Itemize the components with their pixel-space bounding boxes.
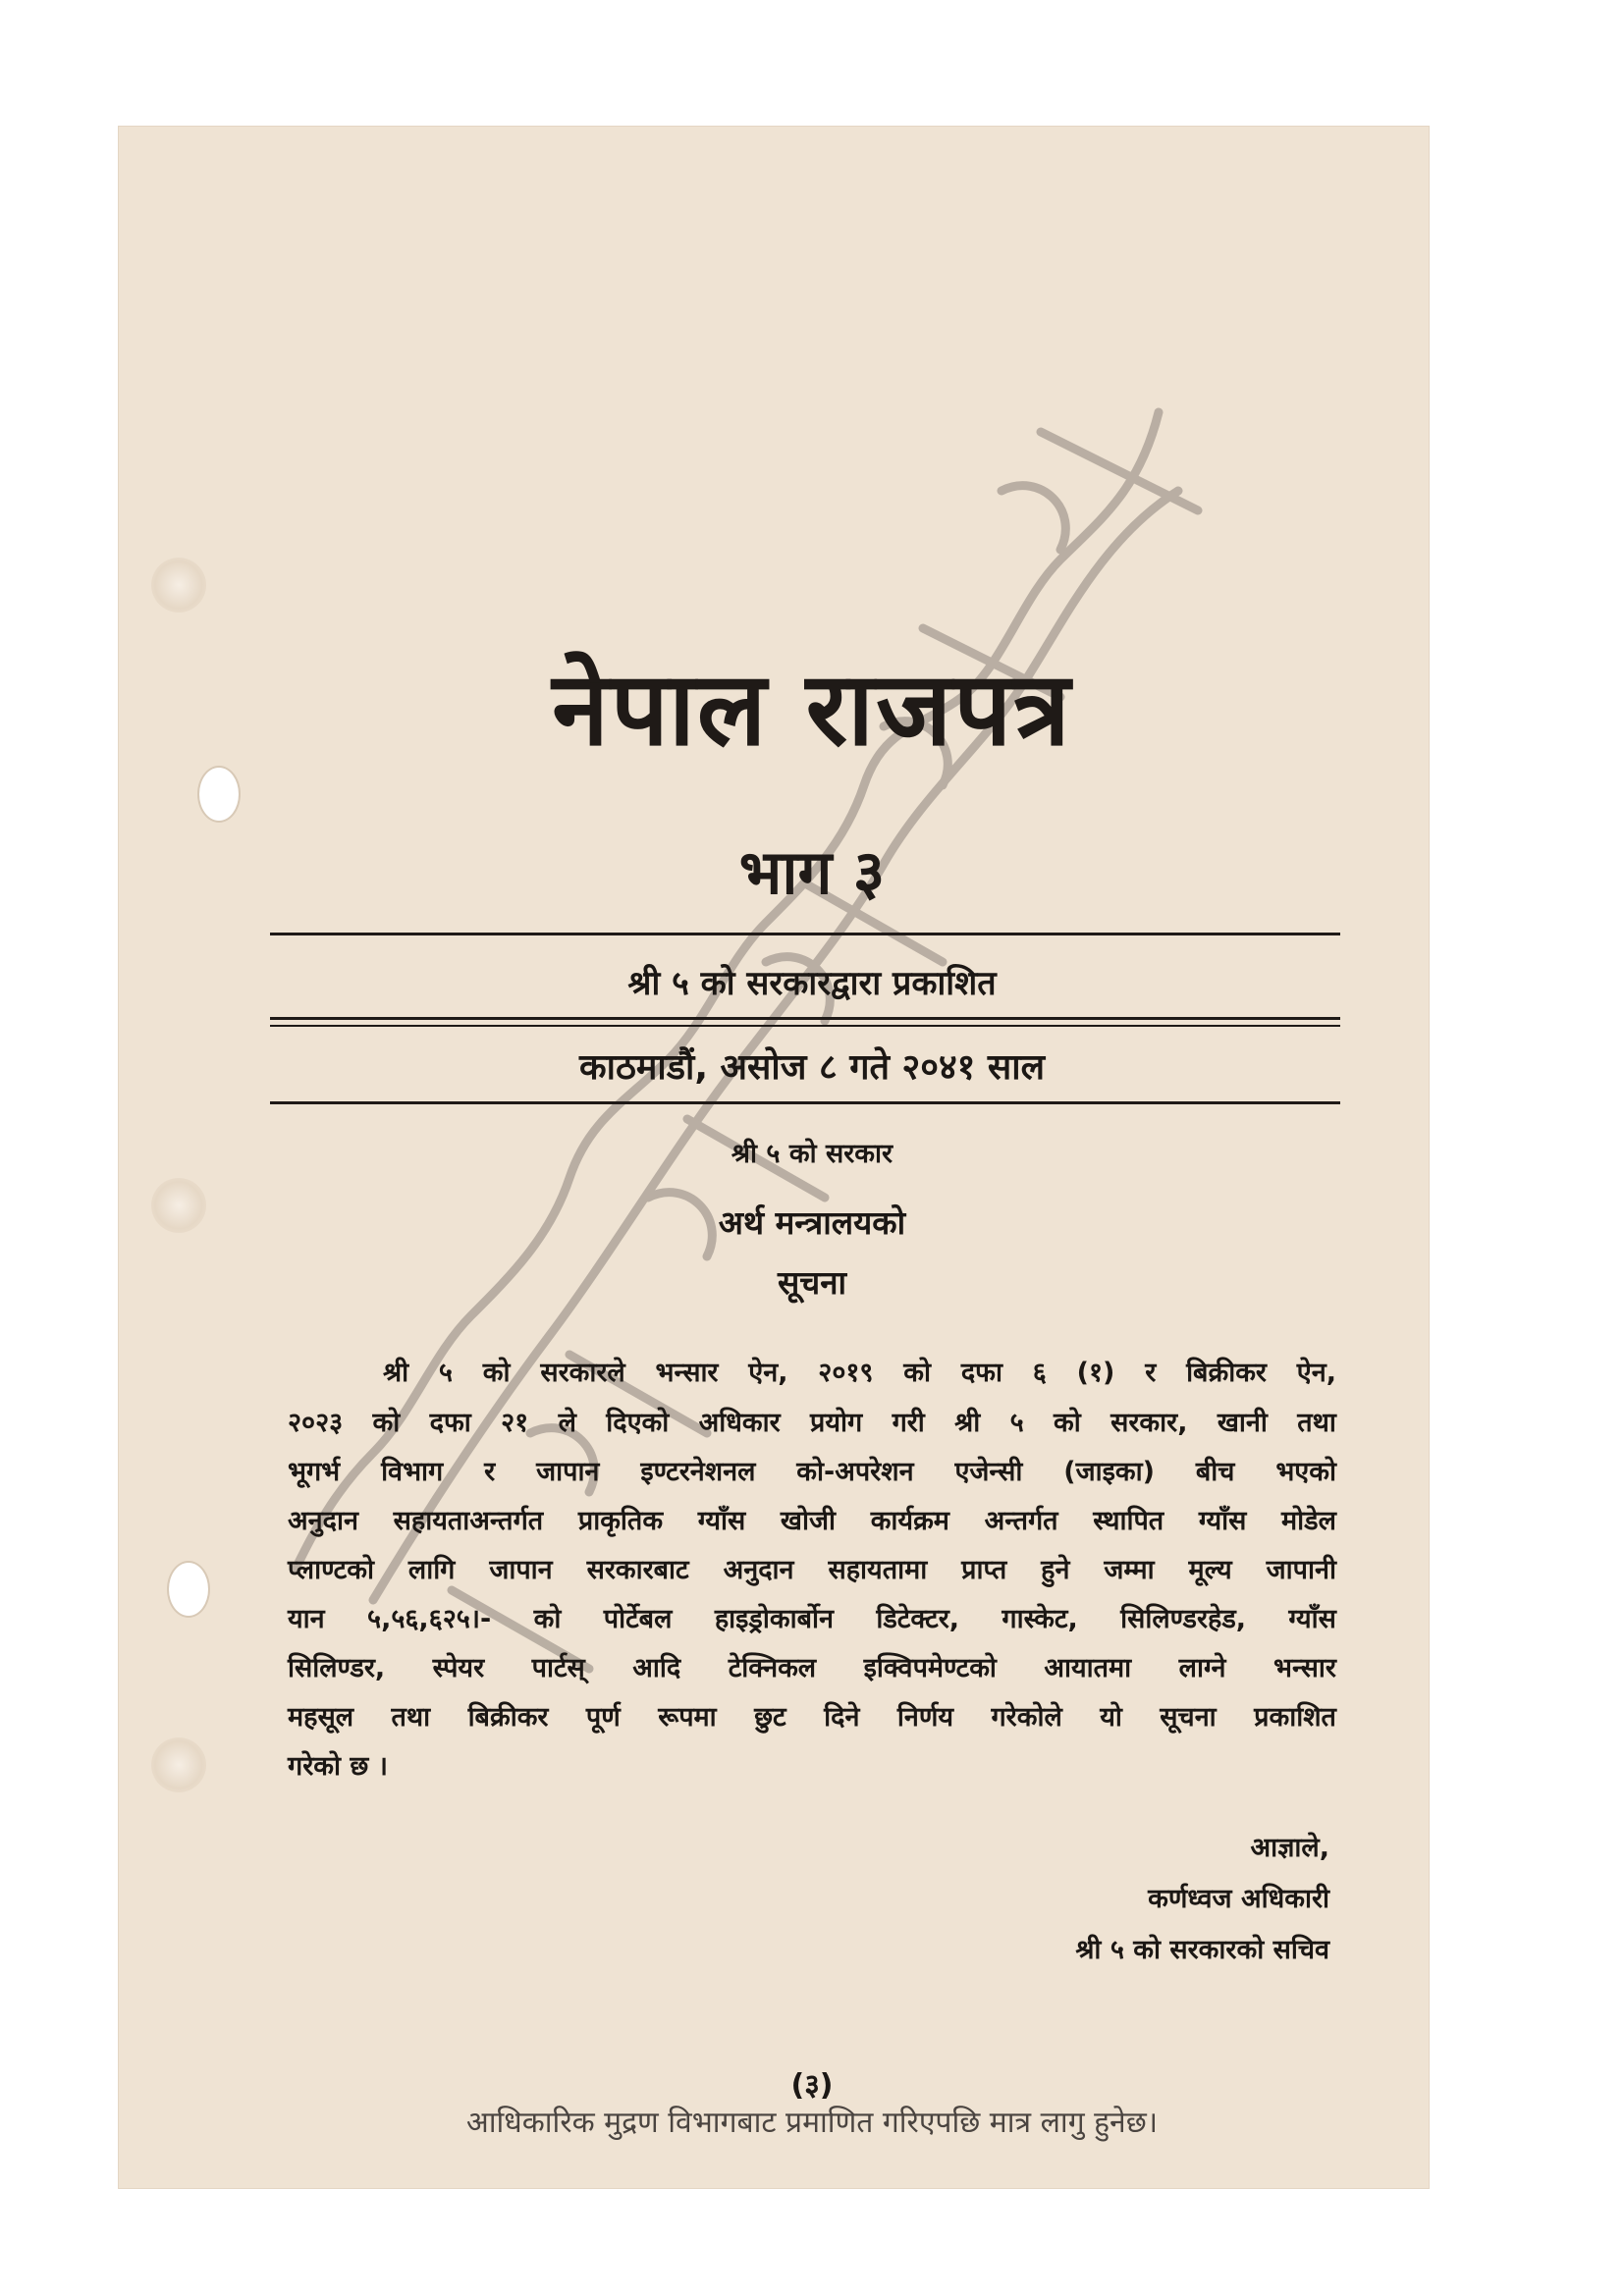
notice-word: हाइड्रोकार्बोन [714, 1604, 834, 1634]
bleed-through-text [628, 294, 636, 324]
notice-word: प्राकृतिक [577, 1506, 664, 1536]
notice-word: महसूल [288, 1702, 354, 1733]
notice-word: (जाइका) [1063, 1457, 1155, 1487]
notice-line [288, 1450, 1336, 1495]
notice-word: मोडेल [1281, 1506, 1336, 1536]
notice-word: भन्सार [1272, 1653, 1336, 1683]
notice-heading: सूचना [777, 1263, 847, 1302]
notice-word: डिटेक्टर, [876, 1604, 960, 1634]
notice-word: २०२३ [288, 1408, 344, 1438]
notice-word: बीच [1195, 1457, 1235, 1487]
notice-word: ६ [1032, 1358, 1047, 1388]
notice-word: पूर्ण [585, 1702, 621, 1733]
notice-line [288, 1401, 1336, 1446]
notice-word: श्री [954, 1408, 981, 1438]
signatory-name: कर्णध्वज अधिकारी [1148, 1884, 1329, 1914]
notice-word: ५ [438, 1358, 453, 1388]
notice-word: श्री [383, 1358, 409, 1388]
notice-word: दफा [960, 1358, 1002, 1388]
dateline: काठमाडौं, असोज ८ गते २०४१ साल [579, 1047, 1045, 1088]
notice-word: दिएको [606, 1408, 670, 1438]
notice-word: एजेन्सी [954, 1457, 1023, 1487]
notice-line [288, 1646, 1336, 1691]
signoff-order: आज्ञाले, [1250, 1833, 1329, 1863]
notice-word: पोर्टेबल [603, 1604, 673, 1634]
notice-word: ५,५६,६२५।- [367, 1604, 492, 1634]
notice-word: (१) [1076, 1358, 1115, 1388]
signatory-designation: श्री ५ को सरकारको सचिव [1075, 1935, 1329, 1965]
notice-word: अधिकार [698, 1408, 781, 1438]
ministry-name: अर्थ मन्त्रालयको [718, 1203, 906, 1242]
notice-word: भन्सार [655, 1358, 719, 1388]
notice-word: प्रकाशित [1254, 1702, 1336, 1733]
notice-word: प्रयोग [809, 1408, 863, 1438]
notice-word: सिलिण्डर, [288, 1653, 386, 1683]
notice-word: ले [558, 1408, 576, 1438]
notice-word: स्पेयर [432, 1653, 485, 1683]
notice-word: २०१९ [818, 1358, 874, 1388]
notice-word: र [484, 1457, 496, 1487]
notice-word: भएको [1275, 1457, 1336, 1487]
notice-word: खोजी [780, 1506, 837, 1536]
notice-word: इण्टरनेशनल [640, 1457, 756, 1487]
divider [270, 1101, 1340, 1104]
notice-word: निर्णय [896, 1702, 954, 1733]
notice-word: ऐन, [748, 1358, 788, 1388]
notice-word: अनुदान [288, 1506, 358, 1536]
divider [270, 1025, 1340, 1027]
punch-hole [199, 768, 239, 821]
notice-word: यो [1100, 1702, 1122, 1733]
publisher-line: श्री ५ को सरकारद्वारा प्रकाशित [627, 964, 997, 1003]
binding-dent [151, 558, 206, 613]
notice-word: बिक्रीकर [467, 1702, 549, 1733]
divider [270, 933, 1340, 935]
notice-line [288, 1499, 1336, 1544]
notice-word: कार्यक्रम [870, 1506, 949, 1536]
notice-word: प्राप्त [961, 1555, 1007, 1585]
notice-word: स्थापित [1093, 1506, 1164, 1536]
notice-word: गरी [892, 1408, 925, 1438]
notice-line [288, 1597, 1336, 1642]
notice-word: इक्विपमेण्टको [863, 1653, 997, 1683]
notice-word: आयातमा [1044, 1653, 1132, 1683]
notice-word: सूचना [1160, 1702, 1217, 1733]
certification-note: आधिकारिक मुद्रण विभागबाट प्रमाणित गरिएपछि मात्र लागु हुनेछ। [465, 2106, 1159, 2140]
notice-word: यान [288, 1604, 325, 1634]
notice-word: ग्याँस [697, 1506, 746, 1536]
divider [270, 1017, 1340, 1020]
notice-word: लाग्ने [1178, 1653, 1226, 1683]
gazette-part: भाग ३ [738, 836, 886, 908]
notice-word: को-अपरेशन [796, 1457, 914, 1487]
notice-line [288, 1548, 1336, 1593]
notice-word: को [533, 1604, 562, 1634]
notice-word: सहायतामा [828, 1555, 928, 1585]
notice-word: दफा [429, 1408, 471, 1438]
notice-word: सरकारबाट [586, 1555, 689, 1585]
notice-word: २१ [501, 1408, 529, 1438]
notice-word: तथा [1297, 1408, 1336, 1438]
notice-word: ऐन, [1296, 1358, 1336, 1388]
notice-line [383, 1351, 1336, 1396]
notice-word: को [482, 1358, 511, 1388]
notice-word: सरकारले [540, 1358, 625, 1388]
notice-word: ५ [1009, 1408, 1024, 1438]
notice-line [288, 1695, 1336, 1740]
notice-word: सिलिण्डरहेड, [1120, 1604, 1247, 1634]
notice-word: अनुदान [723, 1555, 794, 1585]
notice-word: खानी [1217, 1408, 1268, 1438]
notice-word: टेक्निकल [728, 1653, 817, 1683]
notice-word: जम्मा [1104, 1555, 1155, 1585]
binding-dent [151, 1737, 206, 1792]
government-line: श्री ५ को सरकार [731, 1139, 893, 1169]
notice-word: दिने [824, 1702, 860, 1733]
notice-word: विभाग [381, 1457, 444, 1487]
notice-word: र [1145, 1358, 1157, 1388]
notice-word: सहायताअन्तर्गत [393, 1506, 544, 1536]
notice-word: तथा [391, 1702, 431, 1733]
notice-word: गास्केट, [1001, 1604, 1078, 1634]
notice-word: अन्तर्गत [984, 1506, 1058, 1536]
notice-word: पार्टस् [531, 1653, 585, 1683]
notice-word: सरकार, [1110, 1408, 1188, 1438]
notice-word: जापानी [1266, 1555, 1336, 1585]
page-number: (३) [790, 2068, 834, 2103]
notice-word: हुने [1041, 1555, 1070, 1585]
notice-word: भूगर्भ [288, 1457, 341, 1487]
notice-word: मूल्य [1188, 1555, 1232, 1585]
notice-word: ग्याँस [1198, 1506, 1247, 1536]
notice-line: गरेको छ । [288, 1751, 388, 1782]
punch-hole [169, 1563, 208, 1616]
notice-word: को [372, 1408, 401, 1438]
notice-word: लागि [407, 1555, 456, 1585]
notice-word: जापान [489, 1555, 553, 1585]
notice-word: को [1054, 1408, 1081, 1438]
notice-word: बिक्रीकर [1186, 1358, 1267, 1388]
notice-word: छुट [754, 1702, 786, 1733]
notice-word: जापान [536, 1457, 600, 1487]
notice-word: रूपमा [658, 1702, 717, 1733]
notice-word: प्लाण्टको [288, 1555, 374, 1585]
gazette-title: नेपाल राजपत्र [552, 649, 1072, 769]
notice-word: को [903, 1358, 932, 1388]
notice-word: आदि [632, 1653, 681, 1683]
notice-word: गरेकोले [991, 1702, 1062, 1733]
notice-word: ग्याँस [1288, 1604, 1336, 1634]
